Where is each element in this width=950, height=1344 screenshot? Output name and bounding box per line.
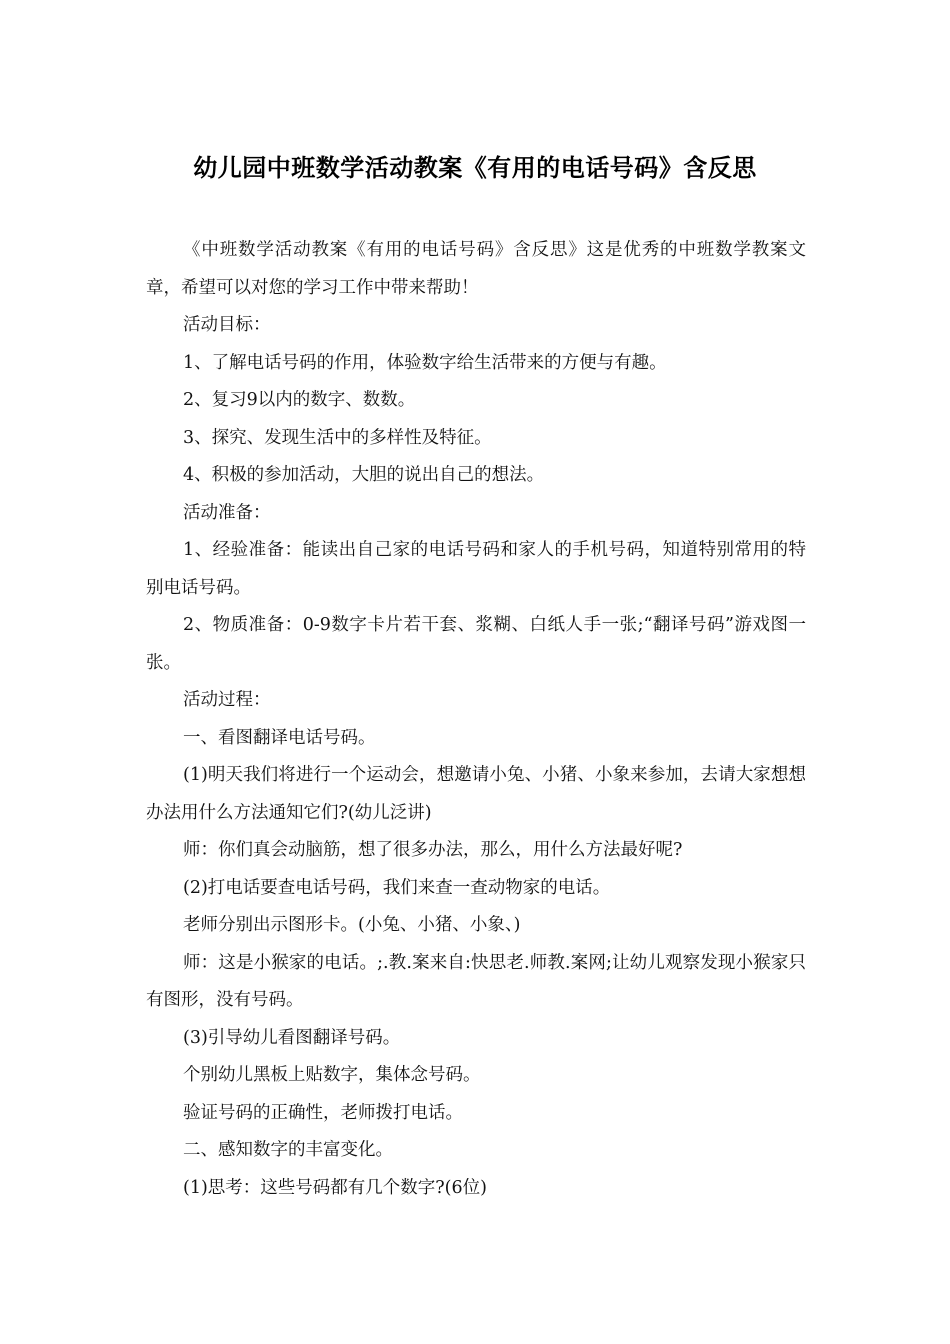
- preparation-item-2: 2、物质准备：0-9数字卡片若干套、浆糊、白纸人手一张;“翻译号码”游戏图一张。: [146, 615, 806, 673]
- process-section-1: 一、看图翻译电话号码。: [183, 727, 376, 748]
- heading-activity-goals: 活动目标：: [183, 315, 271, 335]
- teacher-line-2: 师：这是小猴家的电话。;.教.案来自:快思老.师教.案网;让幼儿观察发现小猴家只有图形，没有号码。: [146, 952, 806, 1010]
- page-title: 幼儿园中班数学活动教案《有用的电话号码》含反思: [193, 154, 757, 182]
- teacher-show-cards: 老师分别出示图形卡。(小兔、小猪、小象、): [183, 915, 521, 935]
- process-step-2: (2)打电话要查电话号码，我们来查一查动物家的电话。: [183, 877, 611, 898]
- process-step-1: (1)明天我们将进行一个运动会，想邀请小兔、小猪、小象来参加，去请大家想想办法用什么方法通知它们?(幼儿泛讲): [146, 765, 806, 823]
- process-step-3: (3)引导幼儿看图翻译号码。: [183, 1027, 401, 1048]
- goal-item-2: 2、复习9以内的数字、数数。: [183, 390, 416, 410]
- preparation-item-1: 1、经验准备：能读出自己家的电话号码和家人的手机号码，知道特别常用的特别电话号码。: [146, 540, 806, 598]
- heading-activity-preparation: 活动准备：: [183, 502, 271, 523]
- goal-item-1: 1、了解电话号码的作用，体验数字给生活带来的方便与有趣。: [183, 352, 667, 373]
- teacher-line-1: 师：你们真会动脑筋，想了很多办法，那么，用什么方法最好呢?: [183, 840, 683, 860]
- children-paste-numbers: 个别幼儿黑板上贴数字，集体念号码。: [183, 1065, 481, 1085]
- document-body: [146, 232, 806, 1207]
- process-step-4: (1)思考：这些号码都有几个数字?(6位): [183, 1177, 487, 1198]
- heading-activity-process: 活动过程：: [183, 690, 271, 710]
- goal-item-4: 4、积极的参加活动，大胆的说出自己的想法。: [183, 465, 545, 485]
- process-section-2: 二、感知数字的丰富变化。: [183, 1140, 393, 1160]
- paragraph-intro: 《中班数学活动教案《有用的电话号码》含反思》这是优秀的中班数学教案文章，希望可以对您的学习工作中带来帮助！: [146, 240, 806, 298]
- verify-number: 验证号码的正确性，老师拨打电话。: [183, 1102, 463, 1123]
- goal-item-3: 3、探究、发现生活中的多样性及特征。: [183, 427, 492, 448]
